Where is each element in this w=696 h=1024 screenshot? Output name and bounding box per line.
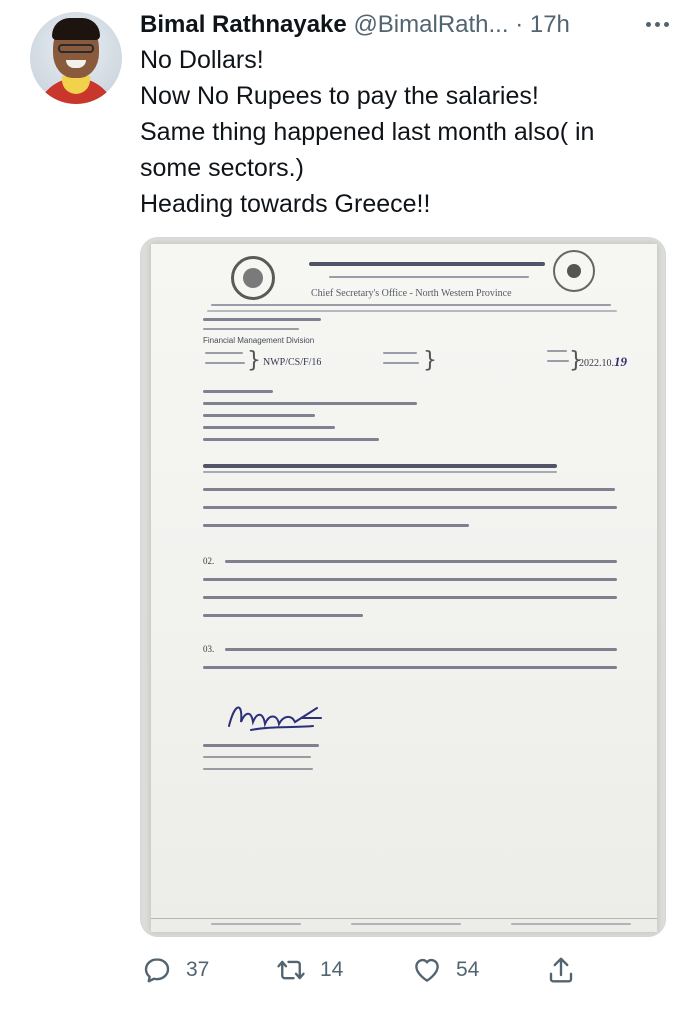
paragraph-line — [203, 614, 363, 617]
division-sinhala-line — [203, 328, 299, 330]
letterhead-sinhala-line — [329, 276, 529, 278]
office-name: Chief Secretary's Office - North Western Province — [311, 288, 512, 299]
heart-icon — [412, 955, 442, 985]
ref-label-line — [205, 352, 243, 354]
paragraph-line — [203, 506, 617, 509]
subject-underline — [203, 471, 557, 473]
tweet-line: Now No Rupees to pay the salaries! — [140, 82, 539, 110]
recipient-line — [203, 402, 417, 405]
avatar-glasses — [58, 44, 94, 53]
timestamp[interactable]: 17h — [529, 11, 570, 38]
ref-label-line — [383, 352, 417, 354]
paragraph-line — [203, 596, 617, 599]
tweet-header — [140, 10, 676, 40]
division-name: Financial Management Division — [203, 336, 315, 345]
document-footer — [151, 918, 657, 932]
recipient-line — [203, 438, 379, 441]
avatar-hair — [52, 18, 100, 40]
reply-button[interactable] — [142, 950, 209, 990]
separator-dot: · — [515, 11, 524, 38]
letterhead-rule — [207, 310, 617, 312]
tweet-actions — [0, 950, 696, 990]
paragraph-line — [203, 578, 617, 581]
avatar[interactable] — [30, 12, 122, 104]
brace: } — [423, 348, 437, 373]
recipient-line — [203, 426, 335, 429]
more-icon[interactable] — [646, 22, 670, 28]
tweet-line: some sectors.) — [140, 154, 304, 182]
ref-label-line — [205, 362, 245, 364]
paragraph-line — [225, 560, 617, 563]
signatory-line — [203, 756, 311, 758]
tweet-line: Heading towards Greece!! — [140, 190, 431, 218]
like-count: 54 — [456, 958, 480, 981]
division-sinhala-line — [203, 318, 321, 321]
retweet-count: 14 — [320, 958, 344, 981]
like-button[interactable] — [412, 950, 479, 990]
retweet-button[interactable] — [276, 950, 343, 990]
ref-label-line — [547, 350, 567, 352]
reference-number: NWP/CS/F/16 — [263, 357, 322, 368]
retweet-icon — [276, 955, 306, 985]
paragraph-number: 03. — [203, 644, 215, 654]
paragraph-number: 02. — [203, 556, 215, 566]
recipient-line — [203, 390, 273, 393]
brace: } — [569, 348, 583, 373]
ref-label-line — [383, 362, 419, 364]
footer-line — [511, 923, 631, 925]
document-date — [579, 354, 627, 370]
date-day: 19 — [614, 354, 627, 369]
reply-count: 37 — [186, 958, 210, 981]
share-icon — [546, 955, 576, 985]
paragraph-line — [203, 488, 615, 491]
footer-line — [211, 923, 301, 925]
display-name[interactable]: Bimal Rathnayake — [140, 11, 347, 38]
address-line — [211, 304, 611, 306]
ref-label-line — [547, 360, 569, 362]
subject-line — [203, 464, 557, 468]
emblem-seal — [231, 256, 275, 300]
brace: } — [247, 348, 261, 373]
tweet-line: No Dollars! — [140, 46, 264, 74]
recipient-line — [203, 414, 315, 417]
signatory-line — [203, 768, 313, 770]
date-text: 2022.10. — [579, 358, 614, 369]
emblem-seal — [553, 250, 595, 292]
document-page — [151, 244, 657, 932]
share-button[interactable] — [546, 950, 576, 990]
letterhead-sinhala-line — [309, 262, 545, 266]
signatory-line — [203, 744, 319, 747]
footer-line — [351, 923, 461, 925]
paragraph-line — [225, 648, 617, 651]
paragraph-line — [203, 524, 469, 527]
reply-icon — [142, 955, 172, 985]
tweet-text — [140, 42, 680, 222]
paragraph-line — [203, 666, 617, 669]
tweet-media-image[interactable] — [140, 237, 666, 937]
user-handle[interactable]: @BimalRath... — [353, 11, 509, 38]
signature — [221, 696, 331, 740]
tweet-line: Same thing happened last month also( in — [140, 118, 595, 146]
